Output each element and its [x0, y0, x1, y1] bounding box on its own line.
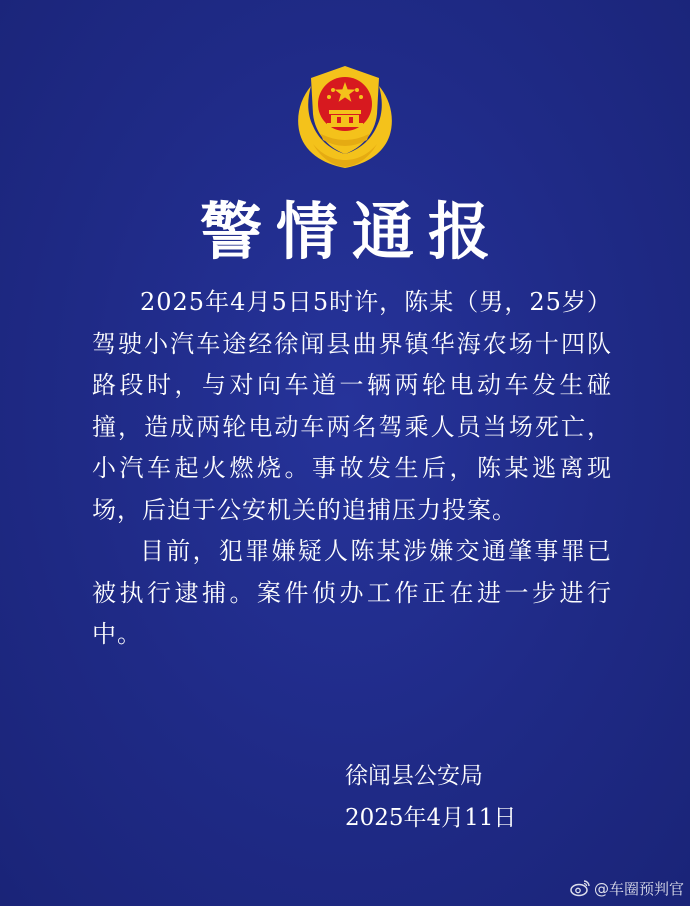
notice-title: 警情通报: [199, 195, 504, 268]
notice-paragraph: 2025年4月5日5时许，陈某（男，25岁）驾驶小汽车途经徐闻县曲界镇华海农场十四队路段时，与对向车道一辆两轮电动车发生碰撞，造成两轮电动车两名驾乘人员当场死亡，小汽车起火燃烧。事故发生后，陈某逃离现场，后迫于公安机关的追捕压力投案。: [92, 288, 612, 524]
signoff: [345, 755, 516, 839]
weibo-icon: [570, 879, 590, 897]
issuer-name: 徐闻县公安局: [345, 763, 483, 789]
police-emblem-icon: [293, 60, 397, 172]
watermark-text: @车圈预判官: [593, 879, 684, 898]
notice-paragraph: 目前，犯罪嫌疑人陈某涉嫌交通肇事罪已被执行逮捕。案件侦办工作正在进一步进行中。: [92, 537, 612, 648]
notice-body: [92, 282, 612, 656]
police-emblem: [293, 60, 397, 172]
watermark: [570, 876, 684, 900]
issue-date: 2025年4月11日: [345, 805, 517, 831]
